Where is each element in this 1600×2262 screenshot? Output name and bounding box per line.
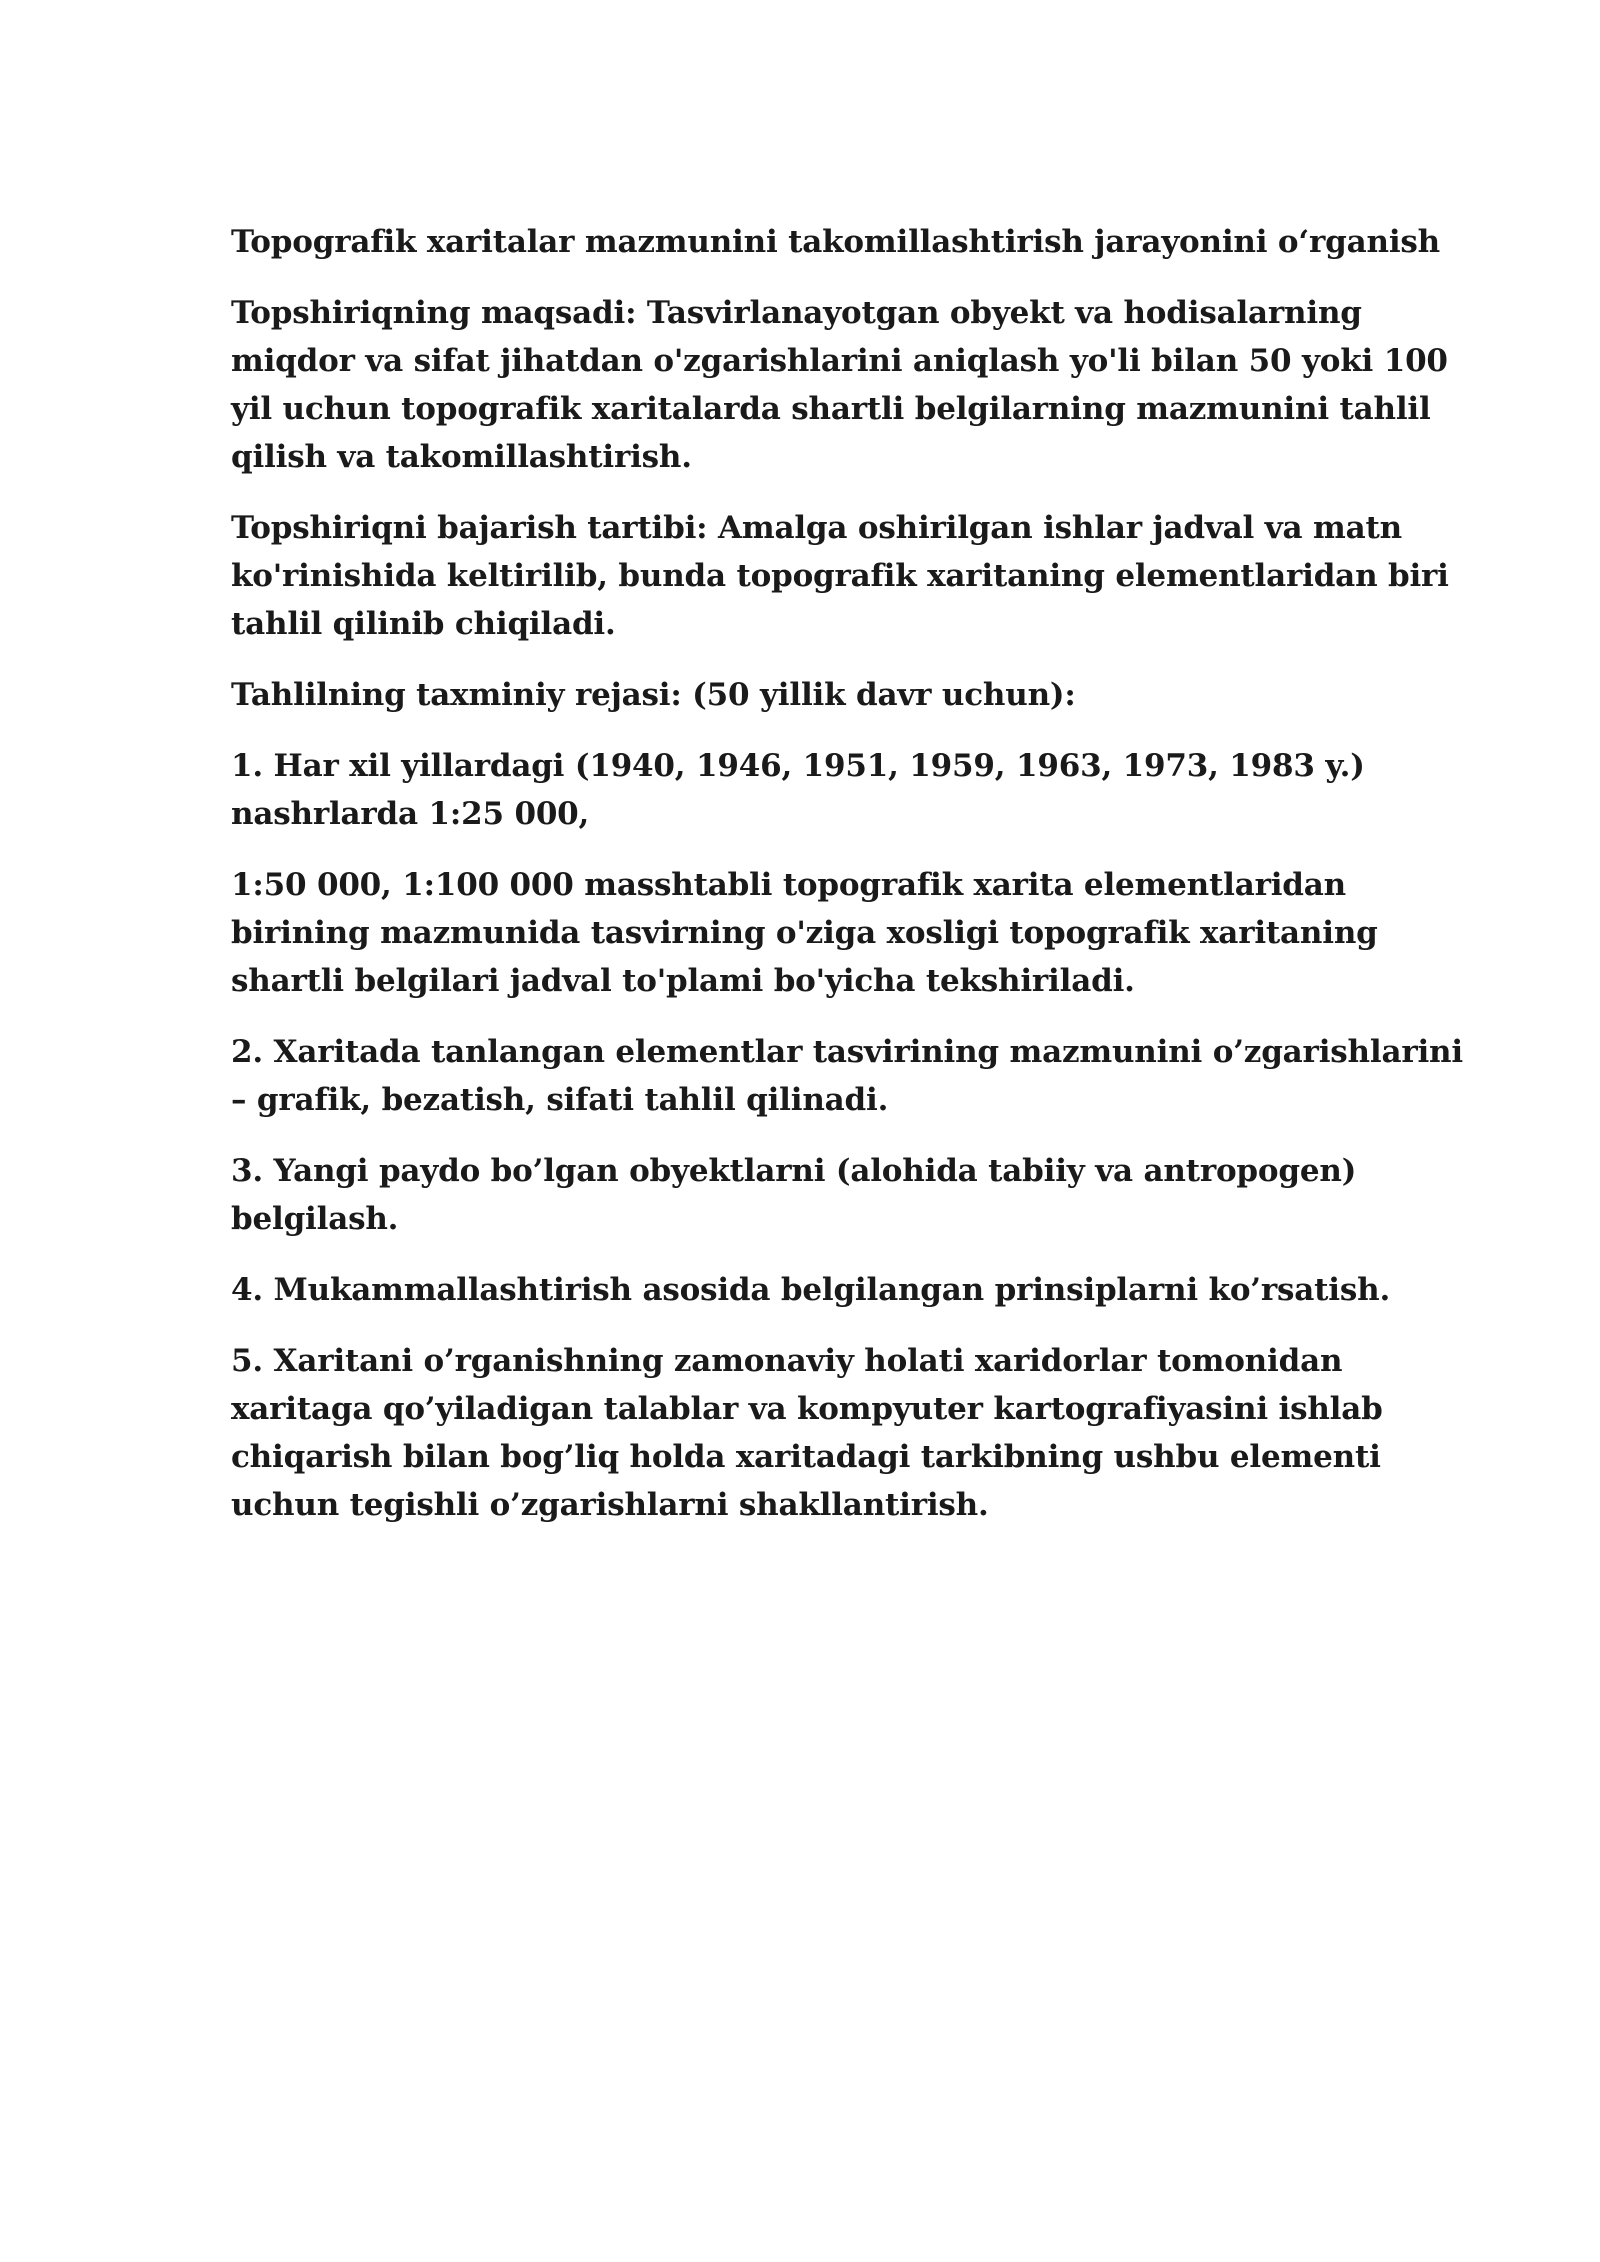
plan-item-1-continued: 1:50 000, 1:100 000 masshtabli topografik xarita elementlaridan birining mazmunida tasvirning o'ziga xosligi topografik xaritaning shartli belgilari jadval to'plami bo'yicha tekshiriladi.	[231, 867, 1378, 999]
procedure-paragraph: Topshiriqni bajarish tartibi: Amalga oshirilgan ishlar jadval va matn ko'rinishida keltirilib, bunda topografik xaritaning elementlaridan biri tahlil qilinib chiqiladi.	[231, 510, 1449, 642]
document-body	[231, 218, 1481, 1552]
document-title: Topografik xaritalar mazmunini takomillashtirish jarayonini o‘rganish	[231, 224, 1441, 260]
plan-item-2: 2. Xaritada tanlangan elementlar tasvirining mazmunini o’zgarishlarini – grafik, bezatish, sifati tahlil qilinadi.	[231, 1034, 1463, 1118]
plan-heading: Tahlilning taxminiy rejasi: (50 yillik davr uchun):	[231, 677, 1076, 713]
purpose-paragraph: Topshiriqning maqsadi: Tasvirlanayotgan obyekt va hodisalarning miqdor va sifat jihatdan o'zgarishlarini aniqlash yo'li bilan 50 yoki 100 yil uchun topografik xaritalarda shartli belgilarning mazmunini tahlil qilish va takomillashtirish.	[231, 295, 1448, 475]
plan-item-1: 1. Har xil yillardagi (1940, 1946, 1951, 1959, 1963, 1973, 1983 y.) nashrlarda 1:25 000,	[231, 748, 1365, 832]
plan-item-5: 5. Xaritani o’rganishning zamonaviy holati xaridorlar tomonidan xaritaga qo’yiladigan talablar va kompyuter kartografiyasini ishlab chiqarish bilan bog’liq holda xaritadagi tarkibning ushbu elementi uchun tegishli o’zgarishlarni shakllantirish.	[231, 1343, 1383, 1523]
plan-item-3: 3. Yangi paydo bo’lgan obyektlarni (alohida tabiiy va antropogen) belgilash.	[231, 1153, 1357, 1237]
plan-item-4: 4. Mukammallashtirish asosida belgilangan prinsiplarni ko’rsatish.	[231, 1272, 1391, 1308]
